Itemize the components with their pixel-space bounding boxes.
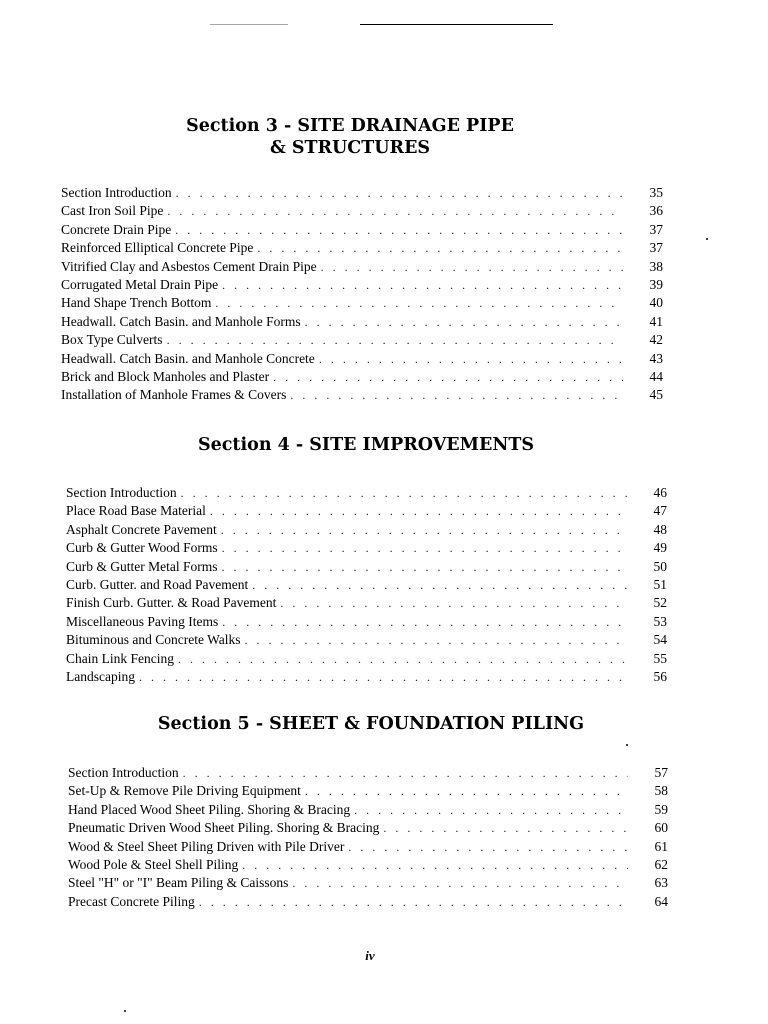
dot-leader: [178, 650, 627, 668]
toc-entry-page: 46: [653, 485, 667, 500]
toc-entry-page: 56: [653, 668, 667, 684]
toc-entry: [66, 502, 667, 520]
section-5-heading: [98, 713, 644, 735]
toc-entry: [68, 819, 668, 837]
toc-entry-page: 36: [649, 203, 663, 219]
toc-entry-page: 37: [649, 240, 663, 256]
toc-entry-title: Installation of Manhole Frames & Covers: [61, 387, 287, 403]
toc-entry: [68, 893, 668, 911]
page-number: iv: [365, 948, 375, 963]
dot-leader: [321, 258, 623, 276]
toc-entry: [61, 276, 663, 294]
toc-entry-page: 43: [649, 350, 663, 366]
toc-entry-page: 60: [654, 820, 668, 836]
toc-entry-title: Steel "H" or "I" Beam Piling & Caissons: [68, 875, 289, 891]
toc-entry: [68, 782, 668, 800]
toc-entry: [61, 331, 663, 349]
scan-speck: [706, 238, 708, 240]
toc-entry: [61, 202, 663, 220]
dot-leader: [139, 668, 627, 686]
section-3-heading-line2: & STRUCTURES: [269, 138, 431, 158]
scan-speck: [124, 1010, 126, 1012]
toc-entry: [61, 350, 663, 368]
toc-entry: [61, 221, 663, 239]
toc-entry-page: 58: [654, 783, 668, 799]
toc-entry-title: Chain Link Fencing: [66, 650, 174, 666]
section-4-heading: [144, 434, 588, 456]
dot-leader: [348, 838, 628, 856]
dot-leader: [290, 386, 623, 404]
toc-entry-page: 51: [653, 576, 667, 592]
toc-entry-page: 47: [653, 503, 667, 519]
dot-leader: [252, 576, 627, 594]
toc-entry-page: 39: [649, 276, 663, 292]
toc-entry: [66, 613, 667, 631]
toc-entry-title: Brick and Block Manholes and Plaster: [61, 368, 270, 384]
toc-entry-title: Curb. Gutter. and Road Pavement: [66, 576, 249, 592]
section-3-heading: [150, 115, 550, 159]
dot-leader: [319, 350, 623, 368]
toc-entry-page: 35: [649, 185, 663, 200]
toc-entry-title: Place Road Base Material: [66, 503, 206, 519]
toc-entry: [68, 856, 668, 874]
toc-entry-title: Curb & Gutter Metal Forms: [66, 558, 218, 574]
dot-leader: [222, 558, 628, 576]
section-4-toc: [66, 484, 667, 686]
toc-entry-title: Bituminous and Concrete Walks: [66, 632, 241, 648]
dot-leader: [176, 184, 623, 202]
toc-entry: [61, 294, 663, 312]
dot-leader: [199, 893, 628, 911]
toc-entry-title: Vitrified Clay and Asbestos Cement Drain Pipe: [61, 258, 317, 274]
toc-entry-page: 45: [649, 387, 663, 403]
section-3-toc: [61, 184, 663, 405]
section-3-heading-line1: Section 3 - SITE DRAINAGE PIPE: [186, 116, 514, 136]
toc-entry-page: 41: [649, 313, 663, 329]
toc-entry-title: Landscaping: [66, 668, 135, 684]
toc-entry: [68, 874, 668, 892]
toc-entry-page: 63: [654, 875, 668, 891]
top-rule: [360, 24, 553, 25]
toc-entry-title: Hand Shape Trench Bottom: [61, 295, 212, 311]
toc-entry-page: 62: [654, 856, 668, 872]
toc-entry-title: Set-Up & Remove Pile Driving Equipment: [68, 783, 301, 799]
toc-entry-title: Hand Placed Wood Sheet Piling. Shoring & Bracing: [68, 801, 351, 817]
toc-entry: [61, 368, 663, 386]
toc-entry: [66, 594, 667, 612]
top-rule-faint: [210, 24, 288, 25]
toc-entry-page: 40: [649, 295, 663, 311]
toc-entry: [68, 764, 668, 782]
dot-leader: [215, 294, 623, 312]
toc-entry: [66, 650, 667, 668]
toc-entry: [61, 239, 663, 257]
toc-entry-title: Section Introduction: [68, 765, 179, 780]
toc-entry-title: Corrugated Metal Drain Pipe: [61, 276, 219, 292]
toc-entry-page: 37: [649, 221, 663, 237]
toc-entry: [61, 258, 663, 276]
toc-entry-title: Finish Curb. Gutter. & Road Pavement: [66, 595, 277, 611]
section-5-toc: [68, 764, 668, 911]
toc-entry-page: 57: [654, 765, 668, 780]
dot-leader: [175, 221, 623, 239]
dot-leader: [383, 819, 628, 837]
toc-entry-title: Pneumatic Driven Wood Sheet Piling. Shoring & Bracing: [68, 820, 380, 836]
dot-leader: [167, 202, 623, 220]
toc-entry: [66, 558, 667, 576]
dot-leader: [273, 368, 623, 386]
toc-entry-page: 49: [653, 540, 667, 556]
toc-entry-title: Headwall. Catch Basin. and Manhole Forms: [61, 313, 301, 329]
toc-entry-page: 59: [654, 801, 668, 817]
toc-entry-page: 61: [654, 838, 668, 854]
dot-leader: [183, 764, 628, 782]
toc-entry-title: Reinforced Elliptical Concrete Pipe: [61, 240, 254, 256]
toc-entry-page: 55: [653, 650, 667, 666]
toc-entry-title: Section Introduction: [66, 485, 177, 500]
toc-entry: [66, 484, 667, 502]
toc-entry-title: Cast Iron Soil Pipe: [61, 203, 164, 219]
toc-entry-page: 48: [653, 521, 667, 537]
toc-entry-title: Section Introduction: [61, 185, 172, 200]
toc-entry-title: Precast Concrete Piling: [68, 893, 195, 909]
scan-speck: [626, 744, 628, 746]
toc-entry-page: 38: [649, 258, 663, 274]
dot-leader: [280, 594, 627, 612]
dot-leader: [222, 276, 623, 294]
toc-entry: [66, 521, 667, 539]
toc-entry-title: Curb & Gutter Wood Forms: [66, 540, 218, 556]
toc-entry-page: 54: [653, 632, 667, 648]
toc-entry: [68, 838, 668, 856]
toc-entry: [61, 184, 663, 202]
toc-entry: [61, 313, 663, 331]
dot-leader: [221, 521, 627, 539]
dot-leader: [292, 874, 628, 892]
toc-entry-title: Miscellaneous Paving Items: [66, 613, 219, 629]
dot-leader: [181, 484, 627, 502]
toc-entry-title: Headwall. Catch Basin. and Manhole Concrete: [61, 350, 315, 366]
dot-leader: [305, 313, 623, 331]
toc-entry-page: 53: [653, 613, 667, 629]
dot-leader: [167, 331, 623, 349]
toc-entry: [66, 631, 667, 649]
toc-entry-title: Concrete Drain Pipe: [61, 221, 172, 237]
dot-leader: [354, 801, 628, 819]
dot-leader: [242, 856, 628, 874]
toc-entry-page: 64: [654, 893, 668, 909]
toc-entry-title: Box Type Culverts: [61, 332, 163, 348]
dot-leader: [245, 631, 627, 649]
section-5-heading-line1: Section 5 - SHEET & FOUNDATION PILING: [157, 714, 585, 734]
toc-entry-page: 44: [649, 368, 663, 384]
toc-entry-page: 50: [653, 558, 667, 574]
toc-entry-title: Wood Pole & Steel Shell Piling: [68, 856, 239, 872]
dot-leader: [305, 782, 628, 800]
dot-leader: [222, 539, 627, 557]
dot-leader: [210, 502, 627, 520]
toc-entry: [66, 576, 667, 594]
toc-entry-page: 42: [649, 332, 663, 348]
toc-entry: [66, 668, 667, 686]
toc-entry-page: 52: [653, 595, 667, 611]
toc-entry: [61, 386, 663, 404]
dot-leader: [222, 613, 627, 631]
toc-entry: [66, 539, 667, 557]
toc-entry: [68, 801, 668, 819]
dot-leader: [257, 239, 623, 257]
toc-entry-title: Wood & Steel Sheet Piling Driven with Pile Driver: [68, 838, 345, 854]
section-4-heading-line1: Section 4 - SITE IMPROVEMENTS: [197, 435, 535, 455]
toc-entry-title: Asphalt Concrete Pavement: [66, 521, 217, 537]
